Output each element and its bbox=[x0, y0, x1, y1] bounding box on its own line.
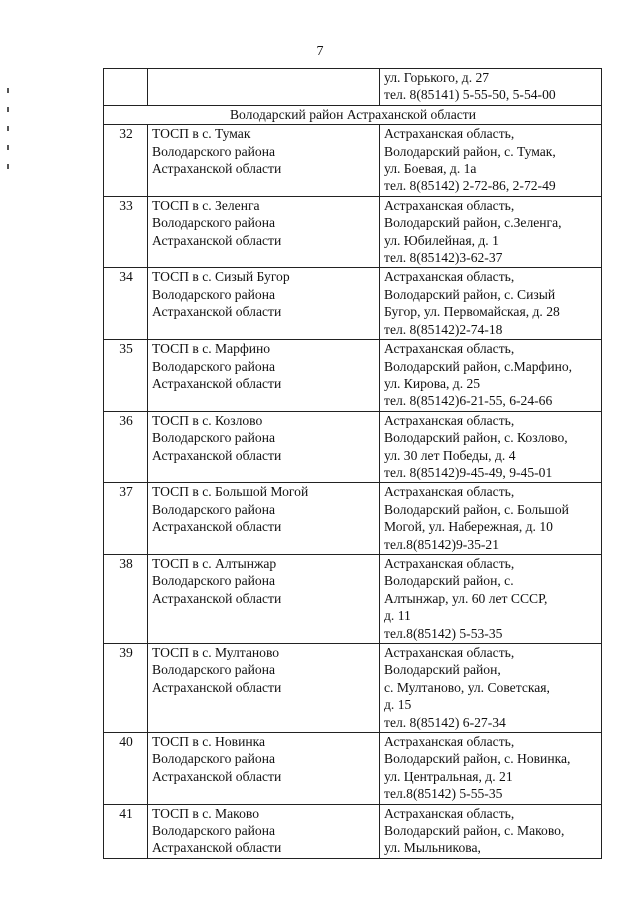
row-number: 32 bbox=[104, 125, 148, 197]
table-row bbox=[104, 554, 602, 643]
organization-address bbox=[380, 804, 602, 858]
cell-line: Астраханская область, bbox=[384, 805, 515, 821]
cell-line: Астраханская область, bbox=[384, 197, 515, 213]
cell-line: ул. Боевая, д. 1а bbox=[384, 161, 477, 177]
cell-line: Володарский район, с. bbox=[384, 573, 514, 589]
cell-line: Астраханская область, bbox=[384, 341, 515, 357]
cell-line: тел. 8(85142)2-74-18 bbox=[384, 321, 503, 337]
organization-address bbox=[380, 125, 602, 197]
name-cell bbox=[148, 69, 380, 106]
binding-mark bbox=[7, 164, 9, 169]
row-number: 41 bbox=[104, 804, 148, 858]
section-header-row bbox=[104, 105, 602, 124]
row-number: 35 bbox=[104, 340, 148, 412]
binding-marks bbox=[7, 88, 11, 183]
cell-line: Володарский район, с.Зеленга, bbox=[384, 215, 562, 231]
cell-line: Володарского района bbox=[152, 823, 276, 839]
cell-line: с. Мултаново, ул. Советская, bbox=[384, 679, 550, 695]
organization-name bbox=[148, 340, 380, 412]
cell-line: Володарский район, с. Козлово, bbox=[384, 430, 568, 446]
organization-name bbox=[148, 733, 380, 805]
page-number: 7 bbox=[316, 44, 324, 59]
cell-line: тел.8(85142) 5-53-35 bbox=[384, 625, 503, 641]
row-number: 40 bbox=[104, 733, 148, 805]
registry-table bbox=[103, 68, 602, 859]
cell-line: ТОСП в с. Марфино bbox=[152, 341, 271, 357]
cell-line: Астраханской области bbox=[152, 768, 282, 784]
cell-line: ТОСП в с. Мултаново bbox=[152, 645, 280, 660]
cell-line: Астраханской области bbox=[152, 304, 282, 320]
table-row bbox=[104, 411, 602, 483]
row-number: 38 bbox=[104, 554, 148, 643]
cell-line: ТОСП в с. Козлово bbox=[152, 412, 263, 428]
cell-line: Астраханская область, bbox=[384, 484, 515, 500]
cell-line: Володарского района bbox=[152, 358, 276, 374]
row-number: 33 bbox=[104, 196, 148, 268]
cell-line: Астраханской области bbox=[152, 232, 282, 248]
cell-line: Володарского района bbox=[152, 573, 276, 589]
cell-line: тел. 8(85141) 5-55-50, 5-54-00 bbox=[384, 87, 556, 103]
table-row bbox=[104, 644, 602, 733]
organization-name bbox=[148, 411, 380, 483]
organization-address bbox=[380, 733, 602, 805]
registry-table-body bbox=[104, 69, 602, 859]
cell-line: Астраханская область, bbox=[384, 645, 515, 660]
binding-mark bbox=[7, 107, 9, 112]
cell-line: Астраханской области bbox=[152, 447, 282, 463]
cell-line: тел. 8(85142)9-45-49, 9-45-01 bbox=[384, 464, 553, 480]
cell-line: ТОСП в с. Новинка bbox=[152, 734, 266, 750]
cell-line: тел.8(85142)9-35-21 bbox=[384, 536, 500, 552]
cell-line: Могой, ул. Набережная, д. 10 bbox=[384, 519, 553, 535]
cell-line: Володарского района bbox=[152, 751, 276, 767]
cell-line: Володарский район, с. Новинка, bbox=[384, 751, 571, 767]
section-title: Володарский район Астраханской области bbox=[104, 105, 602, 124]
cell-line: ул. Центральная, д. 21 bbox=[384, 768, 513, 784]
cell-line: Астраханская область, bbox=[384, 412, 515, 428]
binding-mark bbox=[7, 145, 9, 150]
organization-address bbox=[380, 196, 602, 268]
table-row-continuation bbox=[104, 69, 602, 106]
cell-line: Володарского района bbox=[152, 501, 276, 517]
organization-name bbox=[148, 196, 380, 268]
cell-line: ТОСП в с. Зеленга bbox=[152, 197, 260, 213]
cell-line: Володарский район, с. Тумак, bbox=[384, 143, 556, 159]
table-row bbox=[104, 125, 602, 197]
cell-line: тел. 8(85142) 2-72-86, 2-72-49 bbox=[384, 178, 556, 194]
number-cell bbox=[104, 69, 148, 106]
cell-line: Астраханская область, bbox=[384, 126, 515, 142]
cell-line: ул. 30 лет Победы, д. 4 bbox=[384, 447, 516, 463]
table-row bbox=[104, 733, 602, 805]
cell-line: Алтынжар, ул. 60 лет СССР, bbox=[384, 590, 548, 606]
organization-name bbox=[148, 644, 380, 733]
row-number: 37 bbox=[104, 483, 148, 555]
organization-name bbox=[148, 804, 380, 858]
cell-line: Володарский район, с. Большой bbox=[384, 501, 569, 517]
cell-line: ТОСП в с. Маково bbox=[152, 805, 259, 821]
binding-mark bbox=[7, 88, 9, 93]
cell-line: Володарского района bbox=[152, 215, 276, 231]
cell-line: Володарского района bbox=[152, 430, 276, 446]
organization-name bbox=[148, 125, 380, 197]
cell-line: д. 15 bbox=[384, 697, 412, 713]
cell-line: тел. 8(85142)6-21-55, 6-24-66 bbox=[384, 393, 553, 409]
cell-line: Володарский район, bbox=[384, 662, 501, 678]
cell-line: Бугор, ул. Первомайская, д. 28 bbox=[384, 304, 560, 320]
cell-line: Астраханская область, bbox=[384, 269, 515, 285]
cell-line: Астраханской области bbox=[152, 519, 282, 535]
row-number: 36 bbox=[104, 411, 148, 483]
organization-address bbox=[380, 644, 602, 733]
cell-line: Астраханской области bbox=[152, 375, 282, 391]
cell-line: Астраханской области bbox=[152, 161, 282, 177]
row-number: 39 bbox=[104, 644, 148, 733]
organization-name bbox=[148, 268, 380, 340]
cell-line: ул. Горького, д. 27 bbox=[384, 70, 490, 85]
cell-line: тел. 8(85142)3-62-37 bbox=[384, 250, 503, 266]
cell-line: Астраханская область, bbox=[384, 734, 515, 750]
table-row bbox=[104, 196, 602, 268]
organization-address bbox=[380, 411, 602, 483]
table-row bbox=[104, 483, 602, 555]
cell-line: Астраханской области bbox=[152, 590, 282, 606]
cell-line: Володарского района bbox=[152, 286, 276, 302]
cell-line: тел. 8(85142) 6-27-34 bbox=[384, 714, 506, 730]
organization-address bbox=[380, 554, 602, 643]
cell-line: ТОСП в с. Алтынжар bbox=[152, 555, 277, 571]
cell-line: Астраханской области bbox=[152, 840, 282, 856]
cell-line: Астраханская область, bbox=[384, 555, 515, 571]
organization-address bbox=[380, 340, 602, 412]
table-row bbox=[104, 340, 602, 412]
cell-line: ТОСП в с. Большой Могой bbox=[152, 484, 309, 500]
organization-name bbox=[148, 554, 380, 643]
binding-mark bbox=[7, 126, 9, 131]
organization-address bbox=[380, 483, 602, 555]
table-row bbox=[104, 268, 602, 340]
cell-line: ул. Юбилейная, д. 1 bbox=[384, 232, 499, 248]
address-cell bbox=[380, 69, 602, 106]
row-number: 34 bbox=[104, 268, 148, 340]
cell-line: ул. Кирова, д. 25 bbox=[384, 375, 481, 391]
cell-line: Астраханской области bbox=[152, 679, 282, 695]
cell-line: Володарский район, с.Марфино, bbox=[384, 358, 573, 374]
organization-address bbox=[380, 268, 602, 340]
cell-line: Володарского района bbox=[152, 143, 276, 159]
cell-line: ТОСП в с. Сизый Бугор bbox=[152, 269, 290, 285]
cell-line: Володарский район, с. Сизый bbox=[384, 286, 556, 302]
cell-line: д. 11 bbox=[384, 608, 411, 624]
cell-line: Володарского района bbox=[152, 662, 276, 678]
cell-line: тел.8(85142) 5-55-35 bbox=[384, 786, 503, 802]
table-row bbox=[104, 804, 602, 858]
cell-line: ТОСП в с. Тумак bbox=[152, 126, 251, 142]
cell-line: ул. Мыльникова, bbox=[384, 840, 481, 856]
cell-line: Володарский район, с. Маково, bbox=[384, 823, 565, 839]
organization-name bbox=[148, 483, 380, 555]
